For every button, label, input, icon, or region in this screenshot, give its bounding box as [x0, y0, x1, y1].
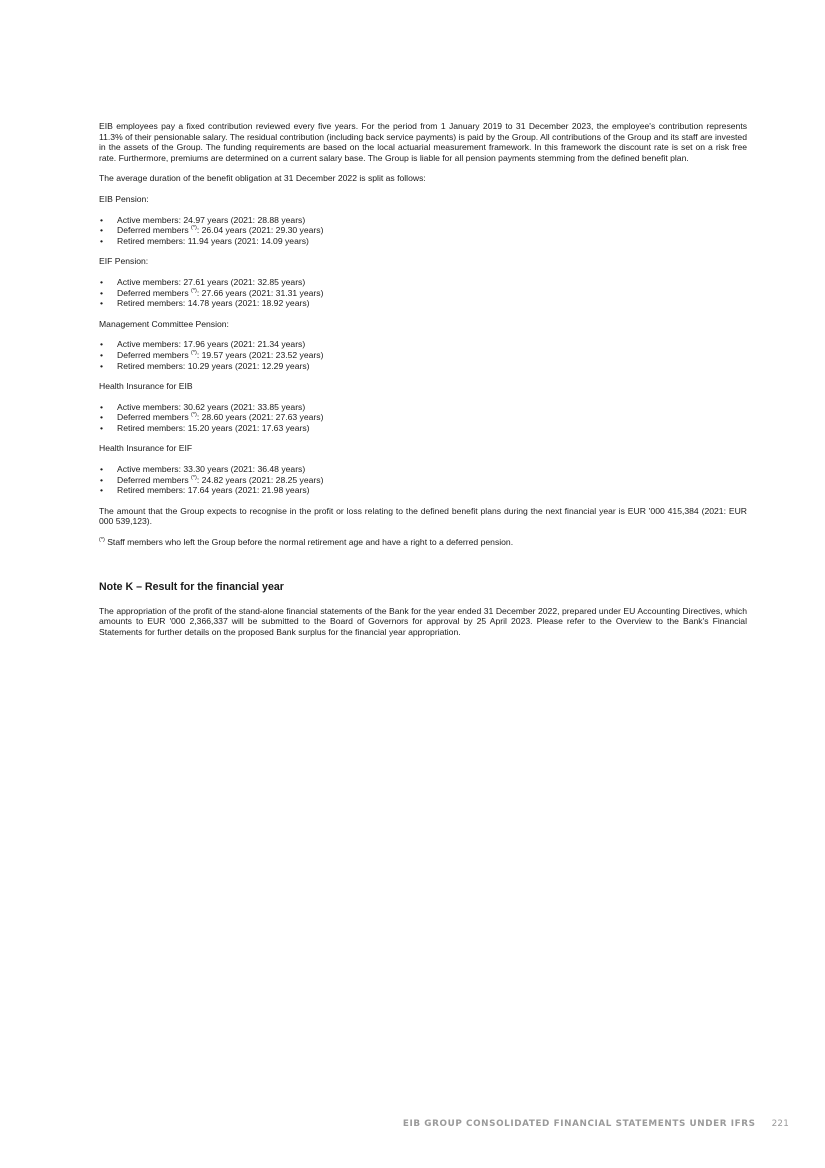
bullet-icon: •: [100, 225, 104, 236]
page-number: 221: [771, 1119, 789, 1129]
footnote-marker: (*): [191, 225, 197, 232]
bullet-icon: •: [100, 276, 104, 287]
bullet-icon: •: [100, 422, 104, 433]
list-item-value: : 24.82 years (2021: 28.25 years): [196, 474, 324, 485]
list-item-value: 30.62 years (2021: 33.85 years): [183, 401, 306, 412]
list-item: [99, 423, 747, 434]
list-item-label: Active members:: [117, 214, 184, 225]
duration-list: [99, 339, 747, 371]
list-item: [99, 215, 747, 226]
list-item-label: Deferred members: [117, 225, 192, 236]
footnote: [99, 537, 747, 548]
list-item: [99, 225, 747, 236]
footnote-marker: (*): [191, 474, 197, 481]
list-item-label: Active members:: [117, 276, 184, 287]
document-body: [99, 121, 747, 647]
list-item-value: 14.78 years (2021: 18.92 years): [187, 298, 310, 309]
bullet-icon: •: [100, 214, 104, 225]
list-item-label: Deferred members: [117, 474, 192, 485]
list-item-label: Active members:: [117, 401, 184, 412]
list-item-value: 15.20 years (2021: 17.63 years): [187, 422, 310, 433]
expected-amount-paragraph: The amount that the Group expects to recognise in the profit or loss relating to the defined benefit plans during the next financial year is EUR '000 415,384 (2021: EUR 000 539,123).: [99, 505, 747, 527]
bullet-icon: •: [100, 412, 104, 423]
list-item-label: Active members:: [117, 339, 184, 350]
list-item-label: Deferred members: [117, 349, 192, 360]
list-item-value: 24.97 years (2021: 28.88 years): [183, 214, 306, 225]
list-item-value: : 19.57 years (2021: 23.52 years): [196, 349, 324, 360]
list-item-label: Retired members:: [117, 235, 188, 246]
note-k-paragraph: The appropriation of the profit of the stand-alone financial statements of the Bank for the year ended 31 December 2022, prepared under EU Accounting Directives, which amounts to EUR '000 2,366,337 will be submitted to the Board of Governors for approval by 25 April 2023. Please refer to the Overview to the Bank's Financial Statements for further details on the proposed Bank surplus for the financial year appropriation.: [99, 605, 747, 637]
footnote-marker: (*): [191, 412, 197, 419]
bullet-icon: •: [100, 401, 104, 412]
list-item-label: Retired members:: [117, 298, 188, 309]
list-item: [99, 288, 747, 299]
duration-list: [99, 464, 747, 496]
list-item-value: 17.96 years (2021: 21.34 years): [183, 339, 306, 350]
footnote-marker: (*): [99, 537, 105, 544]
list-item-value: : 27.66 years (2021: 31.31 years): [196, 287, 324, 298]
group-title: Management Committee Pension:: [99, 318, 229, 329]
duration-groups: [99, 194, 747, 496]
list-item-value: 10.29 years (2021: 12.29 years): [187, 360, 310, 371]
list-item-label: Deferred members: [117, 287, 192, 298]
group-title: EIB Pension:: [99, 193, 149, 204]
list-item: [99, 485, 747, 496]
note-k-heading: Note K – Result for the financial year: [99, 580, 284, 593]
list-item-value: : 26.04 years (2021: 29.30 years): [196, 225, 324, 236]
group-title: EIF Pension:: [99, 256, 149, 267]
list-item: [99, 464, 747, 475]
group-title: Health Insurance for EIF: [99, 443, 193, 454]
list-item-label: Retired members:: [117, 422, 188, 433]
intro-paragraph: EIB employees pay a fixed contribution reviewed every five years. For the period from 1 January 2019 to 31 December 2023, the employee's contribution represents 11.3% of their pensionable salary. The residual contribution (including back service payments) is paid by the Group. All contributions of the Group and its staff are invested in the assets of the Group. The funding requirements are based on the local actuarial measurement framework. In this framework the discount rate is set on a risk free rate. Furthermore, premiums are determined on a current salary base. The Group is liable for all pension payments stemming from the defined benefit plan.: [99, 121, 747, 163]
list-item-label: Retired members:: [117, 360, 188, 371]
bullet-icon: •: [100, 298, 104, 309]
list-item: [99, 412, 747, 423]
bullet-icon: •: [100, 235, 104, 246]
group-title: Health Insurance for EIB: [99, 381, 193, 392]
list-item: [99, 236, 747, 247]
list-item-value: 27.61 years (2021: 32.85 years): [183, 276, 306, 287]
list-item: [99, 277, 747, 288]
footnote-text: Staff members who left the Group before the normal retirement age and have a right to a deferred pension.: [104, 537, 514, 548]
list-item: [99, 361, 747, 372]
footnote-marker: (*): [191, 287, 197, 294]
bullet-icon: •: [100, 339, 104, 350]
list-item: [99, 350, 747, 361]
bullet-icon: •: [100, 349, 104, 360]
list-item: [99, 298, 747, 309]
duration-list: [99, 277, 747, 309]
duration-intro: The average duration of the benefit obligation at 31 December 2022 is split as follows:: [99, 173, 426, 184]
bullet-icon: •: [100, 360, 104, 371]
list-item-label: Deferred members: [117, 412, 192, 423]
duration-list: [99, 215, 747, 247]
bullet-icon: •: [100, 474, 104, 485]
list-item: [99, 475, 747, 486]
footer-title: EIB GROUP CONSOLIDATED FINANCIAL STATEMENTS UNDER IFRS: [402, 1119, 756, 1129]
list-item: [99, 339, 747, 350]
page-footer: [403, 1119, 789, 1129]
bullet-icon: •: [100, 287, 104, 298]
footnote-marker: (*): [191, 350, 197, 357]
duration-list: [99, 402, 747, 434]
list-item-label: Retired members:: [117, 485, 188, 496]
bullet-icon: •: [100, 464, 104, 475]
bullet-icon: •: [100, 485, 104, 496]
list-item-value: : 28.60 years (2021: 27.63 years): [196, 412, 324, 423]
list-item-value: 33.30 years (2021: 36.48 years): [183, 464, 306, 475]
list-item-value: 17.64 years (2021: 21.98 years): [187, 485, 310, 496]
list-item-label: Active members:: [117, 464, 184, 475]
list-item-value: 11.94 years (2021: 14.09 years): [187, 235, 309, 246]
list-item: [99, 402, 747, 413]
